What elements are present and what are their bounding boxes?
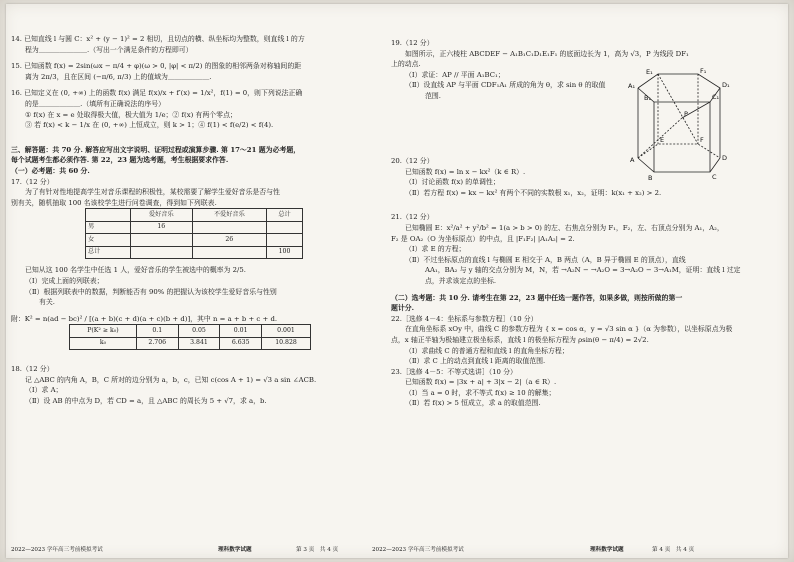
question-14 (11, 34, 371, 55)
hexagonal-prism-figure (624, 66, 744, 182)
contingency-table (85, 208, 303, 259)
table-cell: 6.635 (220, 337, 262, 350)
table-cell: 总计 (86, 246, 131, 259)
q22-line: 在直角坐标系 xOy 中，曲线 C 的参数方程为 { x = cos α，y = √3 sin α }（α 为参数），以坐标原点为极 (405, 325, 733, 334)
footer-left-page-number: 第 3 页 共 4 页 (296, 547, 339, 553)
table-cell: k₀ (70, 337, 137, 350)
q16-option: ③ 若 f(x) < k − 1/x 在 (0, +∞) 上恒成立，则 k > 1；④ f(1) < f(e/2) < f(4). (25, 121, 274, 130)
table-row (86, 234, 303, 247)
q20-line: 已知函数 f(x) = ln x − kx²（k ∈ R）. (405, 167, 526, 176)
table-header-cell: 总计 (267, 209, 303, 222)
table-row (70, 325, 311, 338)
vertex-label: C₁ (712, 93, 720, 101)
q21-line: 点，并求该定点的坐标. (425, 276, 497, 285)
table-row (86, 246, 303, 259)
page-4-column (391, 38, 769, 409)
q18-heading: 18.（12 分） (11, 365, 54, 374)
q22-heading: 22.［选修 4－4：坐标系与参数方程］（10 分） (391, 314, 538, 323)
q16-line: 的是＿＿＿＿＿＿.（填所有正确说法的序号） (25, 99, 166, 108)
table-cell: 10.828 (262, 337, 311, 350)
page-3-column (11, 34, 371, 407)
q21-line: AA₁，BA₂ 与 y 轴的交点分别为 M，N，若 →A₂N − →A₂O = 3→A₂O − 3→A₁M，证明：直线 l 过定 (425, 266, 741, 275)
q18-line: 记 △ABC 的内角 A，B，C 所对的边分别为 a，b，c，已知 c(cos A + 1) = √3 a sin ∠ACB. (25, 375, 317, 384)
q19-line: 如图所示，正六棱柱 ABCDEF − A₁B₁C₁D₁E₁F₁ 的底面边长为 1，高为 √3，P 为线段 DF₁ (405, 49, 689, 58)
exam-sheet (6, 4, 788, 558)
q23-line: 已知函数 f(x) = |3x + a| + 3|x − 2|（a ∈ R）. (405, 378, 557, 387)
table-cell: 0.01 (220, 325, 262, 338)
vertex-label: B₁ (644, 94, 652, 102)
table-cell: 26 (192, 234, 266, 247)
vertex-label: F₁ (700, 67, 707, 75)
table-cell: 16 (131, 221, 193, 234)
q17-part: 有关. (39, 298, 55, 307)
q21-line: F₂ 是 OA₂（O 为坐标原点）的中点，且 |F₁F₂| |A₁A₂| = 2. (391, 234, 575, 243)
question-18 (11, 364, 371, 406)
q23-heading: 23.［选修 4－5：不等式选讲］（10 分） (391, 367, 517, 376)
footer-left-exam-name: 2022—2023 学年高三考前模拟考试 (11, 547, 103, 553)
section-line: （一）必考题：共 60 分. (11, 166, 90, 175)
question-15 (11, 61, 371, 82)
table-cell (267, 221, 303, 234)
vertex-label: A₁ (628, 82, 636, 90)
question-23 (391, 367, 769, 409)
table-cell (131, 234, 193, 247)
question-21 (391, 212, 769, 286)
q22-line: 点，x 轴正半轴为极轴建立极坐标系，直线 l 的极坐标方程为 ρsin(θ − π/4) = 2√2. (391, 335, 649, 344)
vertex-label: B (648, 174, 653, 182)
q18-part: （Ⅱ）设 AB 的中点为 D，若 CD = a，且 △ABC 的周长为 5 + √7，求 a，b. (25, 397, 267, 406)
vertex-label: E₁ (646, 68, 653, 76)
q19-part: 范围. (425, 91, 441, 100)
table-header-cell (86, 209, 131, 222)
table-header-cell: 爱好音乐 (131, 209, 193, 222)
q17-line: 已知从这 100 名学生中任选 1 人，爱好音乐的学生被选中的概率为 2/5. (25, 266, 246, 275)
q20-part: （Ⅱ）若方程 f(x) = kx − kx² 有两个不同的实数根 x₁，x₂，证明：k(x₁ + x₂) > 2. (405, 188, 662, 197)
section-2-instructions (391, 293, 769, 314)
footer-left-subject: 理科数学试题 (218, 547, 252, 553)
vertex-label: E (660, 136, 665, 144)
q21-heading: 21.（12 分） (391, 213, 434, 222)
table-cell: 女 (86, 234, 131, 247)
footer-right-page-number: 第 4 页 共 4 页 (652, 547, 695, 553)
q22-part: （Ⅱ）求 C 上的动点到直线 l 距离的取值范围. (405, 357, 546, 366)
vertex-label: P (684, 110, 688, 118)
section-line: 题计分. (391, 304, 415, 313)
q14-line: 14. 已知直线 l 与圆 C：x² + (y − 1)² = 2 相切，且切点的横、纵坐标均为整数，则直线 l 的方 (11, 35, 305, 43)
vertex-label: A (630, 156, 635, 164)
q23-part: （Ⅱ）若 f(x) > 5 恒成立，求 a 的取值范围. (405, 399, 541, 408)
section-line: （二）选考题：共 10 分. 请考生在第 22，23 题中任选一题作答，如果多做，则按所做的第一 (391, 293, 683, 302)
q17-heading: 17.（12 分） (11, 177, 54, 186)
q14-line: 程为＿＿＿＿＿＿＿.（写出一个满足条件的方程即可） (25, 45, 193, 54)
q16-option: ① f(x) 在 x = e 处取得极大值，极大值为 1/e；② f(x) 有两个零点； (25, 110, 237, 119)
q17-part: （Ⅰ）完成上面的列联表； (25, 276, 104, 285)
q15-line: 15. 已知函数 f(x) = 2sin(ωx − π/4 + φ)(ω > 0, |φ| < π/2) 的图象的相邻两条对称轴间的距 (11, 62, 302, 71)
q21-part: （Ⅱ）不过坐标原点的直线 l 与椭圆 E 相交于 A，B 两点（A，B 异于椭圆 E 的顶点），直线 (405, 255, 686, 264)
q15-line: 离为 2π/3，且在区间 (−π/6, π/3) 上的值域为＿＿＿＿＿＿. (25, 72, 212, 81)
table-cell: 0.05 (178, 325, 220, 338)
chi-square-formula: 附：K² = n(ad − bc)² / [(a + b)(c + d)(a + c)(b + d)]，其中 n = a + b + c + d. (11, 314, 278, 323)
table-cell: 100 (267, 246, 303, 259)
table-row (86, 221, 303, 234)
q18-part: （Ⅰ）求 A； (25, 386, 63, 395)
table-cell: P(K² ≥ k₀) (70, 325, 137, 338)
table-cell: 0.1 (136, 325, 178, 338)
q16-line: 16. 已知定义在 (0, +∞) 上的函数 f(x) 满足 f(x)/x + f′(x) = 1/x²，f(1) = 0，则下列说法正确 (11, 89, 303, 98)
q17-line: 为了有针对性地提高学生对音乐课程的积极性，某校需要了解学生爱好音乐是否与性 (25, 188, 280, 197)
table-cell (131, 246, 193, 259)
table-cell: 男 (86, 221, 131, 234)
q17-line: 别有关，随机抽取 100 名该校学生进行问卷调查，得到如下列联表. (11, 198, 217, 207)
q23-part: （Ⅰ）当 a = 0 时，求不等式 f(x) ≥ 10 的解集； (405, 388, 556, 397)
q22-part: （Ⅰ）求曲线 C 的普通方程和直线 l 的直角坐标方程； (405, 346, 569, 355)
table-row (70, 337, 311, 350)
q21-part: （Ⅰ）求 E 的方程； (405, 245, 466, 254)
q19-part: （Ⅱ）设直线 AP 与平面 CDF₁A₁ 所成的角为 θ，求 sin θ 的取值 (405, 81, 606, 90)
q21-line: 已知椭圆 E：x²/a² + y²/b² = 1(a > b > 0) 的左、右焦点分别为 F₁，F₂，左、右顶点分别为 A₁，A₂， (405, 223, 724, 232)
table-cell: 0.001 (262, 325, 311, 338)
table-cell (267, 234, 303, 247)
vertex-label: D (722, 154, 728, 162)
vertex-label: F (700, 136, 704, 144)
q19-heading: 19.（12 分） (391, 39, 434, 47)
table-cell: 2.706 (136, 337, 178, 350)
table-cell: 3.841 (178, 337, 220, 350)
question-22 (391, 314, 769, 367)
section-3-instructions (11, 145, 371, 177)
vertex-label: D₁ (722, 81, 730, 89)
table-header-cell: 不爱好音乐 (192, 209, 266, 222)
question-16 (11, 88, 371, 130)
q19-part: （Ⅰ）求证：AP // 平面 A₁BC₁； (405, 70, 505, 79)
footer-right-exam-name: 2022—2023 学年高三考前模拟考试 (372, 547, 464, 553)
question-17 (11, 177, 371, 351)
q20-heading: 20.（12 分） (391, 157, 434, 165)
section-line: 每个试题考生都必须作答. 第 22，23 题为选考题，考生根据要求作答. (11, 156, 229, 165)
q20-part: （Ⅰ）讨论函数 f(x) 的单调性； (405, 178, 500, 187)
q17-part: （Ⅱ）根据列联表中的数据，判断能否有 90% 的把握认为该校学生爱好音乐与性别 (25, 287, 277, 296)
critical-value-table (69, 324, 311, 350)
q19-line: 上的动点. (391, 60, 421, 69)
section-line: 三、解答题：共 70 分. 解答应写出文字说明、证明过程或演算步骤. 第 17～21 题为必考题， (11, 145, 301, 154)
table-cell (192, 221, 266, 234)
table-cell (192, 246, 266, 259)
vertex-label: C (712, 173, 717, 181)
footer-right-subject: 理科数学试题 (590, 547, 624, 553)
